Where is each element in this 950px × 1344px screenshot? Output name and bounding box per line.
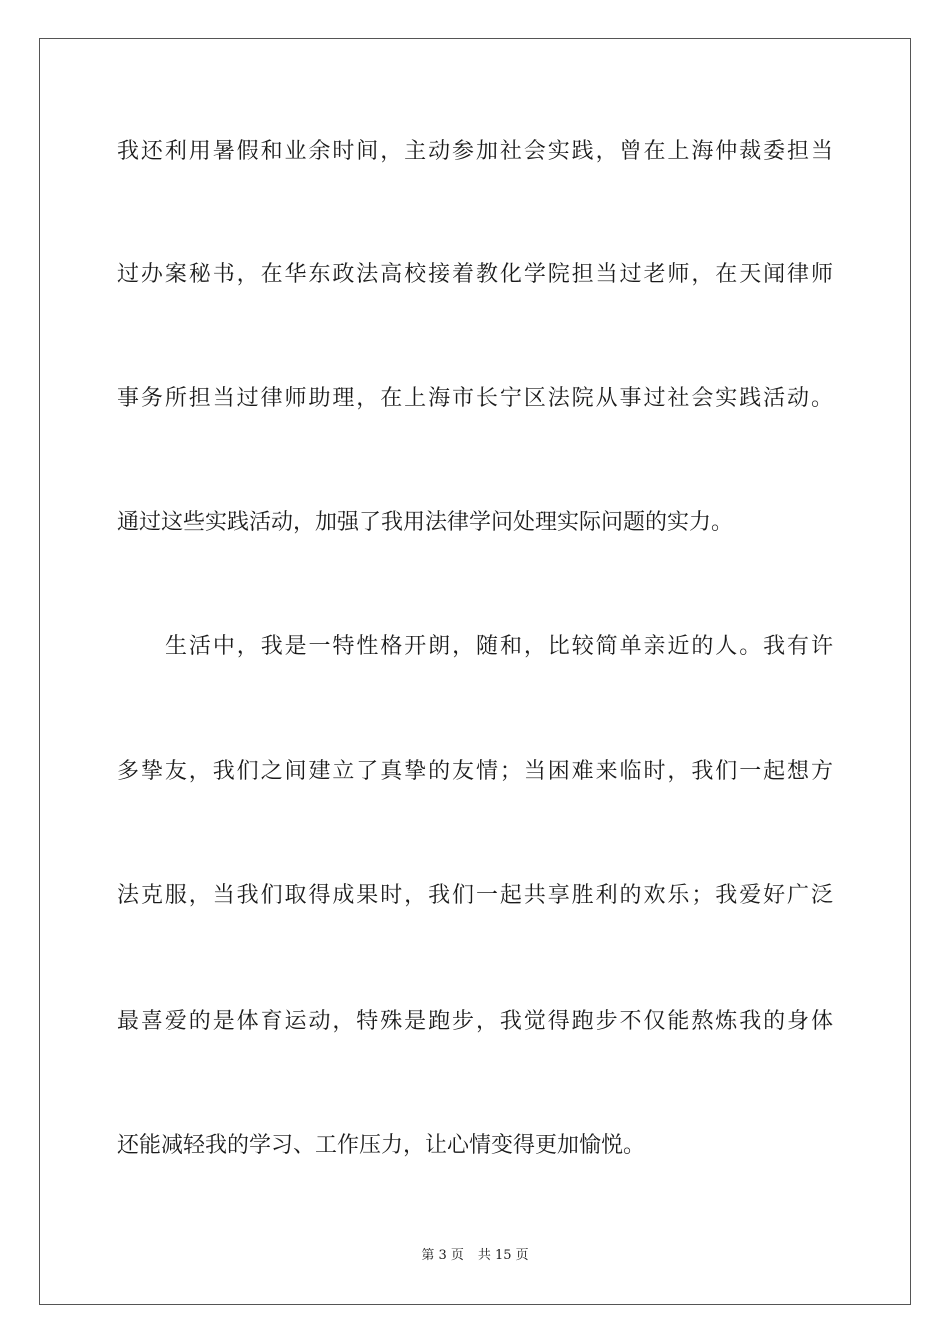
body-text-line-5: 生活中，我是一特性格开朗，随和，比较简单亲近的人。我有许: [165, 634, 833, 659]
page-border: [39, 38, 911, 1305]
body-text-line-6: 多挚友，我们之间建立了真挚的友情；当困难来临时，我们一起想方: [117, 759, 833, 784]
body-text-line-4: 通过这些实践活动，加强了我用法律学问处理实际问题的实力。: [117, 510, 734, 535]
page-number: 第 3 页: [421, 1248, 464, 1263]
body-text-line-8: 最喜爱的是体育运动，特殊是跑步，我觉得跑步不仅能熬炼我的身体: [117, 1009, 833, 1034]
body-text-line-2: 过办案秘书，在华东政法高校接着教化学院担当过老师，在天闻律师: [117, 262, 833, 287]
page-total: 共 15 页: [477, 1248, 529, 1263]
body-text-line-9: 还能减轻我的学习、工作压力，让心情变得更加愉悦。: [117, 1133, 646, 1158]
body-text-line-1: 我还利用暑假和业余时间，主动参加社会实践，曾在上海仲裁委担当: [117, 139, 833, 164]
body-text-line-7: 法克服，当我们取得成果时，我们一起共享胜利的欢乐；我爱好广泛: [117, 883, 833, 908]
page-footer: [0, 1247, 950, 1265]
body-text-line-3: 事务所担当过律师助理，在上海市长宁区法院从事过社会实践活动。: [117, 386, 833, 411]
